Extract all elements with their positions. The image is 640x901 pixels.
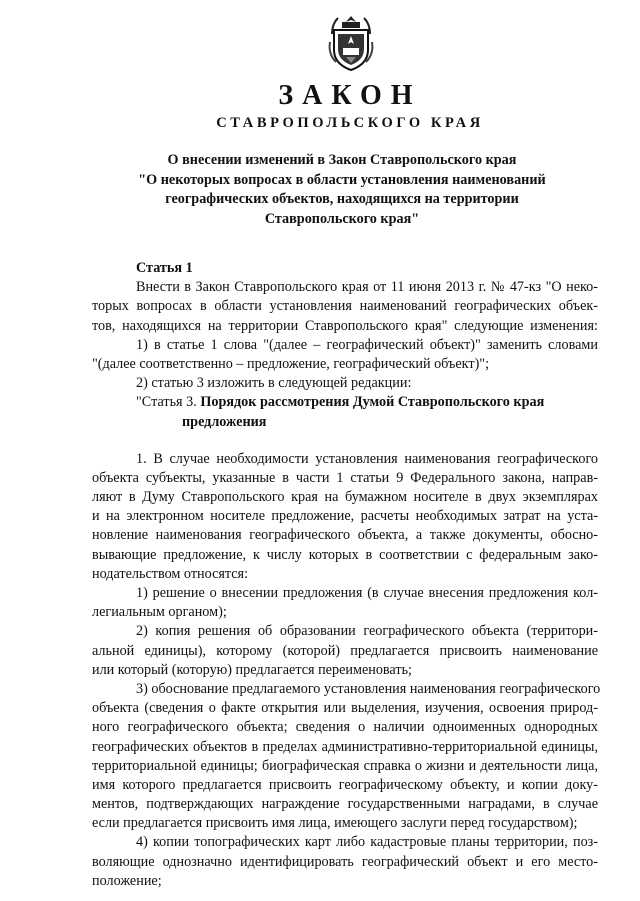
text-line: легиальным органом);: [92, 604, 227, 621]
text-line: объекта субъекты, указанные в части 1 статьи 9 Федерального закона, направ-: [92, 469, 598, 486]
text-line: нодательством относятся:: [92, 565, 249, 582]
law-title: ЗАКОН: [278, 80, 422, 111]
text-line: 2) статью 3 изложить в следующей редакции:: [136, 375, 412, 392]
document-heading: [95, 151, 589, 229]
text-line: если предлагается присвоить имя лица, имеющего заслуги перед государством);: [92, 815, 578, 832]
text-line: объекта (сведения о факте открытия или выделения, изучения, освоения природ-: [92, 700, 598, 717]
text-line: "(далее соответственно – предложение, географический объект)";: [92, 355, 490, 372]
quoted-article-name-2: предложения: [182, 413, 267, 430]
coat-of-arms-icon: [326, 14, 376, 72]
law-subtitle: СТАВРОПОЛЬСКОГО КРАЯ: [216, 115, 484, 131]
text-line: 1) в статье 1 слова "(далее – географический объект)" заменить словами: [136, 336, 598, 353]
text-line: 2) копия решения об образовании географического объекта (территори-: [136, 623, 598, 640]
text-line: географических объектов в пределах административно-территориальной единицы,: [92, 738, 598, 755]
quoted-article-prefix: "Статья 3.: [136, 394, 201, 411]
text-line: 3) обоснование предлагаемого установления наименования географического: [136, 680, 601, 697]
text-line: ляют в Думу Ставропольского края на бумажном носителе в двух экземплярах: [92, 489, 598, 506]
text-line: или который (которую) предлагается переименовать;: [92, 661, 412, 678]
text-line: 1) решение о внесении предложения (в случае внесения предложения кол-: [136, 585, 598, 601]
text-line: имя которого предлагается присвоить географическому объекту, и копии доку-: [92, 776, 598, 793]
heading-line: О внесении изменений в Закон Ставропольского края: [167, 152, 517, 168]
text-line: вывающие предложение, к числу которых в соответствии с федеральным зако-: [92, 546, 598, 563]
text-line: торых вопросах в области установления наименований географических объек-: [92, 298, 598, 315]
text-line: ного географического объекта; сведения о наличии одноименных однородных: [92, 719, 598, 736]
text-line: воляющие однозначно идентифицировать географический объект и его место-: [92, 853, 598, 870]
quoted-article-title: [92, 393, 598, 412]
quoted-article-title-cont: [92, 413, 598, 432]
text-line: альной единицы), которому (которой) предлагается присвоить наименование: [92, 642, 598, 659]
text-line: 4) копии топографических карт либо кадастровые планы территории, поз-: [136, 834, 598, 851]
document-body: [92, 259, 601, 891]
quoted-article-name: Порядок рассмотрения Думой Ставропольского края: [200, 394, 545, 411]
heading-line: "О некоторых вопросах в области установления наименований: [138, 171, 546, 188]
text-line: тов, находящихся на территории Ставропольского края" следующие изменения:: [92, 317, 598, 334]
text-line: Внести в Закон Ставропольского края от 11 июня 2013 г. № 47-кз "О неко-: [136, 279, 598, 296]
heading-line: географических объектов, находящихся на территории: [165, 191, 519, 207]
text-line: 1. В случае необходимости установления наименования географического: [136, 450, 598, 467]
text-line: территориальной единицы; биографическая справка о жизни и деятельности лица,: [92, 757, 598, 774]
text-line: положение;: [92, 872, 162, 889]
heading-line: Ставропольского края": [264, 210, 420, 227]
text-line: ментов, подтверждающих награждение государственными наградами, в случае: [92, 796, 598, 813]
text-line: новление наименования географического объекта, а также документы, обосно-: [92, 527, 598, 544]
article-title: Статья 1: [136, 260, 193, 276]
text-line: и на электронном носителе предложение, расчеты необходимых затрат на уста-: [92, 508, 598, 525]
